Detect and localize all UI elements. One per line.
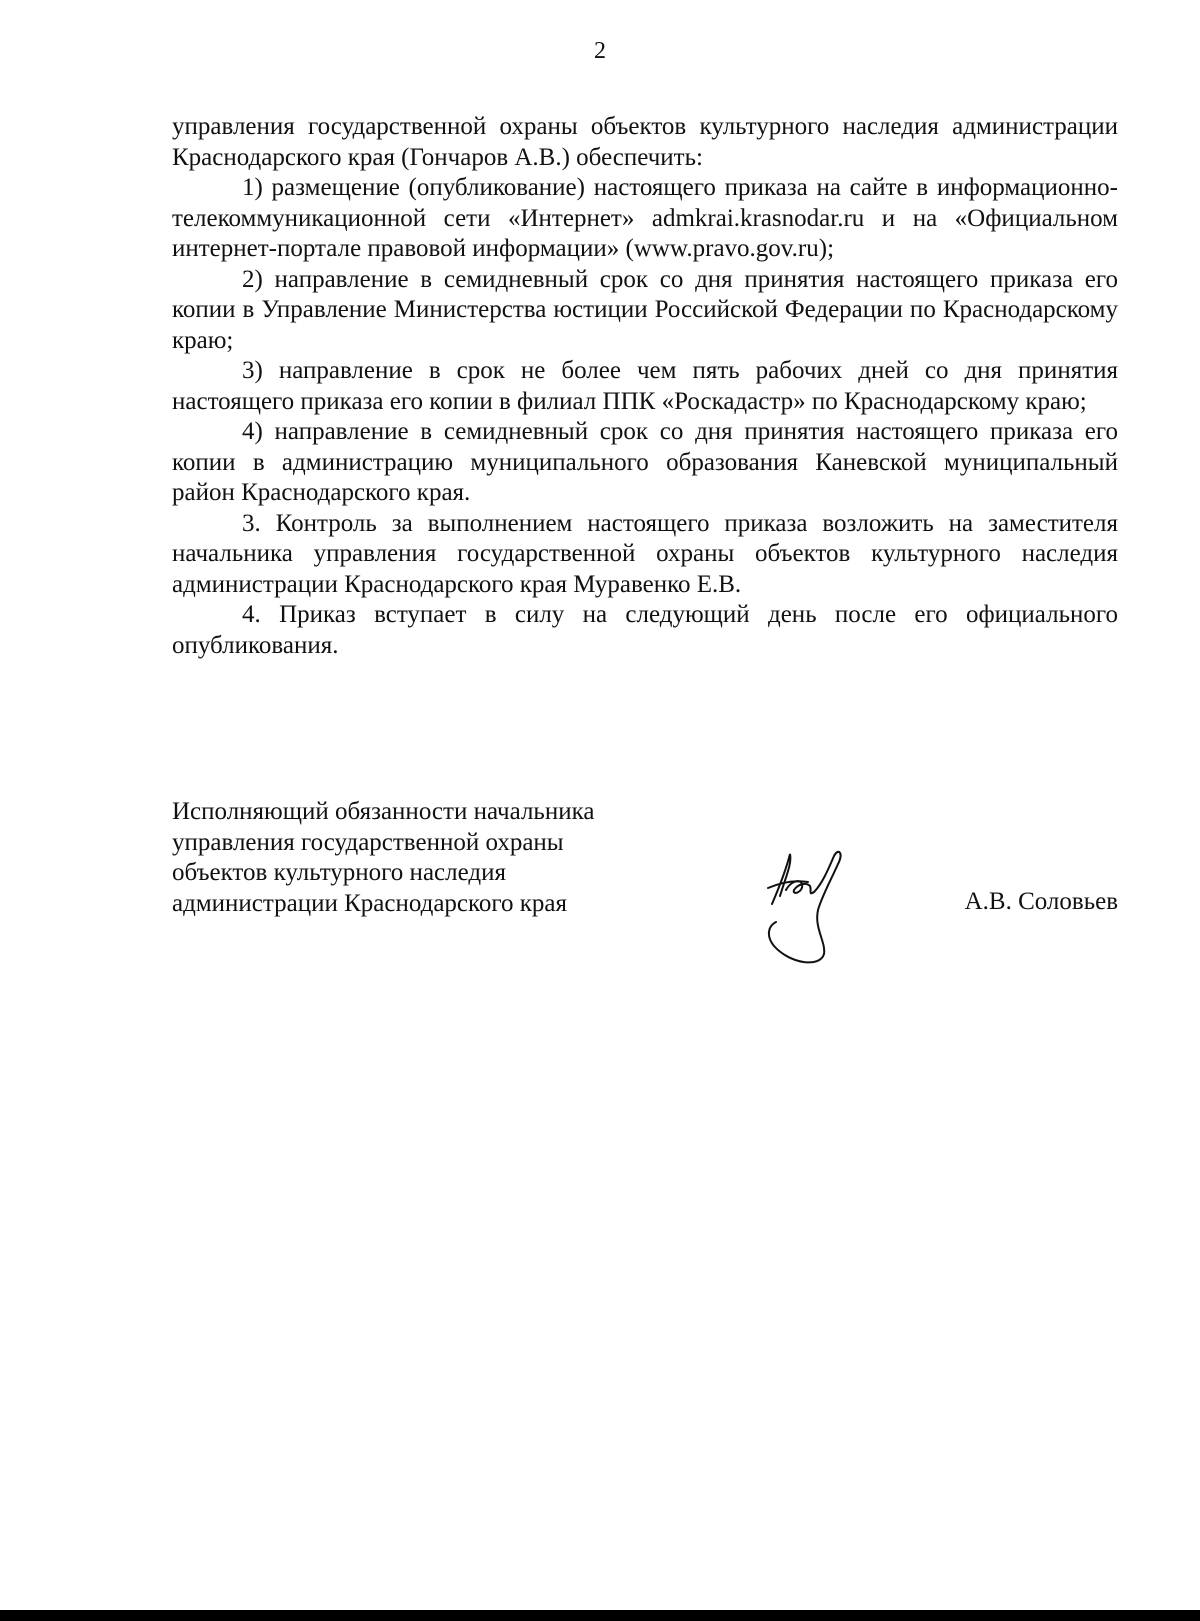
paragraph-3-control: 3. Контроль за выполнением настоящего приказа возложить на заместителя начальника управления государственной охраны объектов культурного наследия администрации Краснодарского края Муравенко Е.В. <box>172 509 1118 598</box>
document-body <box>172 112 1118 661</box>
signer-position-line: управления государственной охраны <box>172 828 564 856</box>
paragraph-item-2-ministry-of-justice: 2) направление в семидневный срок со дня принятия настоящего приказа его копии в Управление Министерства юстиции Российской Федерации по Краснодарскому краю; <box>172 265 1118 354</box>
signer-position-line: объектов культурного наследия <box>172 859 506 886</box>
signer-position-line: администрации Краснодарского края <box>172 889 568 917</box>
handwritten-signature <box>760 846 870 971</box>
paragraph-item-4-municipal-administration: 4) направление в семидневный срок со дня принятия настоящего приказа его копии в администрацию муниципального образования Каневской муниципальный район Краснодарского края. <box>172 418 1118 506</box>
signer-name: А.В. Соловьев <box>964 888 1118 915</box>
scan-edge-bar <box>0 1610 1200 1621</box>
signer-position <box>172 797 594 919</box>
paragraph-item-3-roskadastr: 3) направление в срок не более чем пять рабочих дней со дня принятия настоящего приказа его копии в филиал ППК «Роскадастр» по Краснодарскому краю; <box>172 357 1118 415</box>
page-number: 2 <box>594 38 606 64</box>
paragraph-responsible: управления государственной охраны объектов культурного наследия администрации Краснодарского края (Гончаров А.В.) обеспечить: <box>172 113 1118 171</box>
paragraph-item-1-publication: 1) размещение (опубликование) настоящего приказа на сайте в информационно-телекоммуникационной сети «Интернет» admkrai.krasnodar.ru и на «Официальном интернет-портале правовой информации» (www.pravo.gov.ru); <box>172 174 1118 262</box>
paragraph-4-effective-date: 4. Приказ вступает в силу на следующий день после его официального опубликования. <box>172 601 1118 659</box>
signer-position-line: Исполняющий обязанности начальника <box>172 798 595 825</box>
